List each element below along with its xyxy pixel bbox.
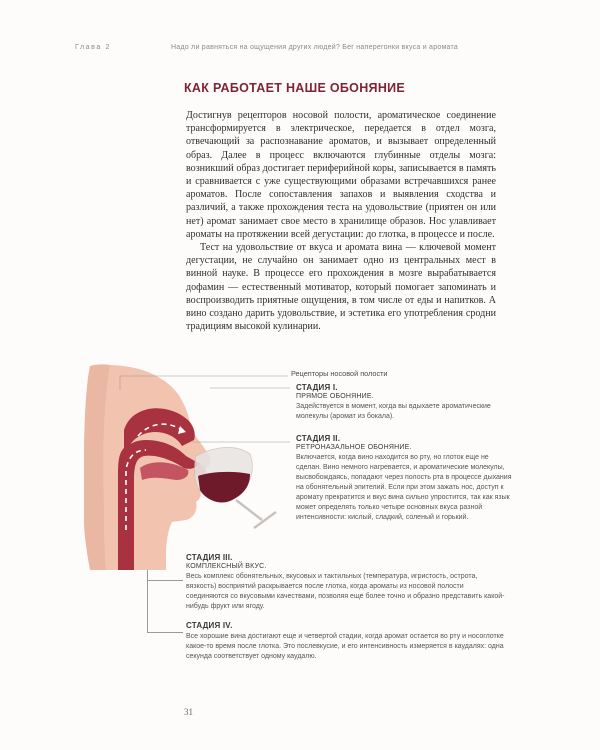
stage-2-description: Включается, когда вино находится во рту, но глоток еще не сделан. Вино немного нагревается, и ароматические молекулы, высвобождаясь, попадают через полость рта в процессе дыхания на обонятельный эпителий. Если при этом зажать нос, доступ к аромату прекратится и вкус вина сильно упростится, так как язык может определять только четыре основных вкуса разной интенсивности: кислый, сладкий, соленый и горький. xyxy=(296,454,512,521)
stage-4-description: Все хорошие вина достигают еще и четвертой стадии, когда аромат остается во рту и носоглотке какое-то время после глотка. Это послевкусие, и его интенсивность измеряется в кaудалях: одна секунда соответствует одному кaудалю. xyxy=(186,633,504,660)
section-title: КАК РАБОТАЕТ НАШЕ ОБОНЯНИЕ xyxy=(184,81,406,95)
leader-stage3-h xyxy=(147,580,183,581)
page-number: 31 xyxy=(184,707,193,717)
olfaction-illustration xyxy=(0,360,300,570)
receptors-label: Рецепторы носовой полости xyxy=(291,369,388,378)
body-text xyxy=(186,109,496,333)
wine-glass-foot xyxy=(254,512,276,528)
stage-3-description: Весь комплекс обонятельных, вкусовых и тактильных (температура, игристость, острота, вязкость) восприятий раскрывается после глотка, когда ароматы из носовой полости соединяются со вкусовыми качествами, позволяя еще более точно и образно представить какой-нибудь фрукт или ягоду. xyxy=(186,573,505,610)
stage-3-title: СТАДИЯ III. xyxy=(186,553,233,562)
stage-3 xyxy=(186,553,506,612)
stage-1-description: Задействуется в момент, когда вы вдыхаете ароматические молекулы (аромат из бокала). xyxy=(296,403,491,420)
stage-3-subtitle: КОМПЛЕКСНЫЙ ВКУС. xyxy=(186,563,267,570)
chapter-label: Глава 2 xyxy=(75,44,111,51)
paragraph-2: Тест на удовольствие от вкуса и аромата вина — ключевой момент дегустации, не случайно он занимает одно из центральных мест в винной науке. В процессе его прохождения в мозге вырабатывается дофамин — естественный мотиватор, который помогает запоминать и воспроизводить приятные ощущения, в том числе от еды и напитков. А вино создано дарить удовольствие, и эстетика его употребления сродни традициям высокой кулинарии. xyxy=(186,242,496,333)
running-header-title: Надо ли равняться на ощущения других людей? Бег наперегонки вкуса и аромата xyxy=(171,44,459,51)
stage-4-title: СТАДИЯ IV. xyxy=(186,621,233,630)
stage-1-title: СТАДИЯ I. xyxy=(296,383,338,392)
wine-in-glass xyxy=(198,472,250,503)
stage-1-subtitle: ПРЯМОЕ ОБОНЯНИЕ. xyxy=(296,393,374,400)
paragraph-1: Достигнув рецепторов носовой полости, ароматическое соединение трансформируется в электрическое, передается в отдел мозга, отвечающий за распознавание ароматов, и вызывает определенный образ. Далее в процесс включаются глубинные отделы мозга: возникший образ достигает периферийной коры, записывается в память и сравнивается с уже существующими образами встречавшихся ранее ароматов. После сопоставления запахов и выявления сходства и различий, а также прохождения теста на удовольствие (приятен он или нет) аромат занимает свое место в хранилище образов. Нос улавливает ароматы на протяжении всей дегустации: до глотка, в процессе и после. xyxy=(186,110,496,240)
wine-glass-stem xyxy=(236,500,262,520)
stage-1 xyxy=(296,383,506,422)
stage-2-title: СТАДИЯ II. xyxy=(296,434,341,443)
leader-stage4-h xyxy=(147,632,183,633)
stage-2 xyxy=(296,434,512,523)
running-header xyxy=(75,44,545,56)
stage-2-subtitle: РЕТРОНАЗАЛЬНОЕ ОБОНЯНИЕ. xyxy=(296,444,412,451)
stage-4 xyxy=(186,621,506,662)
